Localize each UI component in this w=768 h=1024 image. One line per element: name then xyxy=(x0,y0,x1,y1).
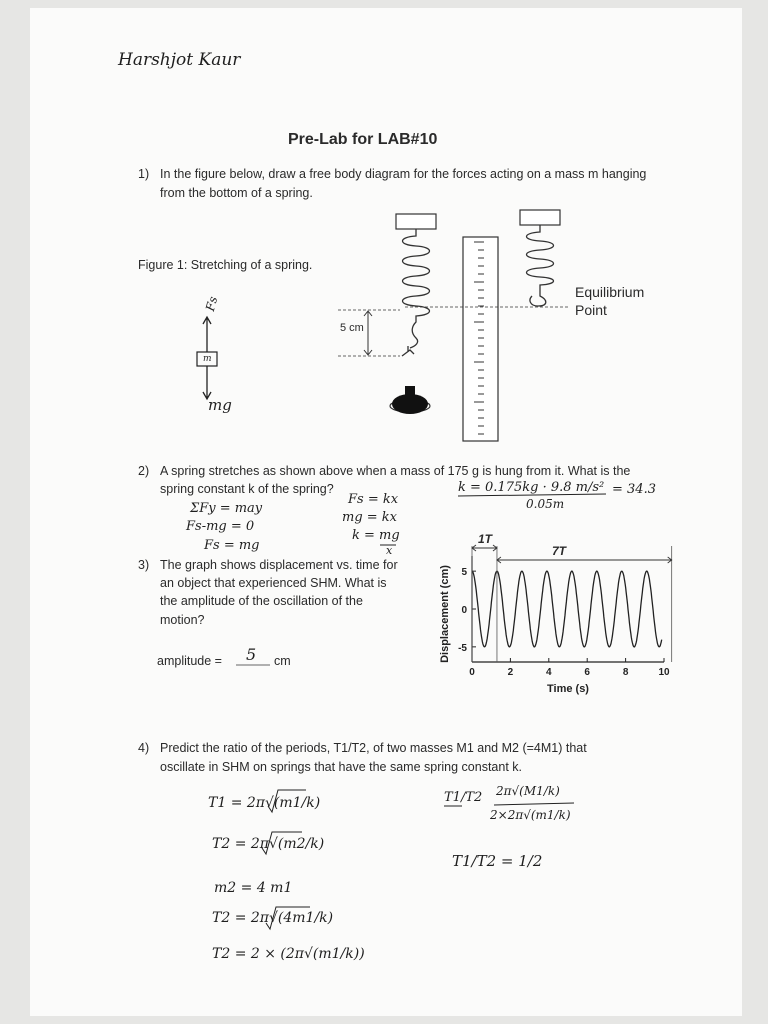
q4-text-line1: Predict the ratio of the periods, T1/T2, of two masses M1 and M2 (=4M1) that xyxy=(160,741,587,755)
q4-t2-sub-radical xyxy=(266,907,310,929)
chart-y-tick-label: 0 xyxy=(461,605,467,616)
left-spring-support xyxy=(396,214,436,229)
q4-ratio-bar xyxy=(494,803,574,805)
shm-chart xyxy=(439,545,672,695)
q2-answer-result: = 34.3 xyxy=(612,482,656,497)
fbd-weight-label: mg xyxy=(208,396,232,414)
q1-number: 1) xyxy=(138,167,150,181)
q4-work-t1: T1 = 2π√(m1/k) xyxy=(208,795,321,811)
fbd-mass-box xyxy=(197,352,217,366)
q2-answer-numerator: k = 0.175kg · 9.8 m/s² xyxy=(458,480,605,495)
q2-work-sum-forces: ΣFy = may xyxy=(190,501,263,516)
student-name: Harshjot Kaur xyxy=(118,50,241,70)
chart-y-tick-label: -5 xyxy=(458,642,467,654)
q2-work-balance: Fs = mg xyxy=(204,538,260,553)
hanging-mass xyxy=(392,394,428,414)
stretch-guide-lines xyxy=(338,310,400,356)
mass-neck xyxy=(405,386,415,396)
q4-text-line2: oscillate in SHM on springs that have the same spring constant k. xyxy=(160,760,522,774)
q4-ratio-lhs: T1/T2 xyxy=(444,790,483,805)
q1-text-line1: In the figure below, draw a free body diagram for the forces acting on a mass m hanging xyxy=(160,167,647,181)
q4-t2-radical xyxy=(262,832,302,854)
q2-answer-fraction-bar xyxy=(458,494,606,496)
equilibrium-label-point: Point xyxy=(575,302,607,318)
q2-work-net-force: Fs-mg = 0 xyxy=(186,519,255,534)
q4-number: 4) xyxy=(138,741,150,755)
chart-x-axis-label: Time (s) xyxy=(547,683,589,695)
q4-work-m2: m2 = 4 m1 xyxy=(214,880,293,896)
fbd-mass-label: m xyxy=(203,354,212,364)
page-title: Pre-Lab for LAB#10 xyxy=(288,131,438,148)
q2-text-line2: spring constant k of the spring? xyxy=(160,482,334,496)
chart-y-tick-label: 5 xyxy=(461,567,467,579)
q4-work-t2: T2 = 2π√(m2/k) xyxy=(212,836,325,852)
equilibrium-label: Equilibrium xyxy=(575,284,645,300)
q3-text-line3: the amplitude of the oscillation of the xyxy=(160,594,363,608)
q2-work-mg-kx: mg = kx xyxy=(342,510,398,525)
fbd-spring-force-label: Fs xyxy=(203,295,221,313)
q2-answer-denominator: 0.05m xyxy=(526,497,565,511)
period-label-1T: 1T xyxy=(478,532,493,546)
q3-text-line1: The graph shows displacement vs. time for xyxy=(160,558,398,572)
q4-t1-radical xyxy=(268,790,306,812)
amplitude-unit: cm xyxy=(274,654,291,668)
chart-x-tick-label: 4 xyxy=(546,667,552,678)
figure-caption: Figure 1: Stretching of a spring. xyxy=(138,258,313,272)
chart-x-tick-label: 0 xyxy=(469,667,475,678)
q4-work-t2-factored: T2 = 2 × (2π√(m1/k)) xyxy=(212,946,365,962)
fbd-spring-force-arrow xyxy=(203,317,211,352)
q2-work-hooke: Fs = kx xyxy=(348,492,399,507)
chart-1T-arrow xyxy=(472,545,497,551)
fbd-weight-arrow xyxy=(203,366,211,399)
stretch-5cm-arrow xyxy=(364,311,372,355)
chart-x-tick-label: 10 xyxy=(658,667,670,678)
left-spring-coil xyxy=(403,229,430,348)
q2-work-k-denominator: x xyxy=(386,544,393,557)
amplitude-value: 5 xyxy=(246,645,257,664)
q4-result: T1/T2 = 1/2 xyxy=(452,852,543,870)
q2-text-line1: A spring stretches as shown above when a mass of 175 g is hung from it. What is the xyxy=(160,464,631,478)
chart-x-tick-label: 2 xyxy=(507,667,514,678)
chart-x-tick-label: 8 xyxy=(622,667,629,678)
q4-work-t2-substituted: T2 = 2π√(4m1/k) xyxy=(212,910,334,926)
q4-ratio-numerator: 2π√(M1/k) xyxy=(496,784,560,798)
q3-text-line2: an object that experienced SHM. What is xyxy=(160,576,387,590)
chart-y-axis-label: Displacement (cm) xyxy=(439,565,451,663)
q2-number: 2) xyxy=(138,464,150,478)
chart-x-tick-label: 6 xyxy=(584,667,590,678)
right-spring-coil xyxy=(527,225,554,306)
chart-displacement-series xyxy=(472,571,662,647)
q4-ratio-denominator: 2×2π√(m1/k) xyxy=(490,808,571,822)
q3-number: 3) xyxy=(138,558,150,572)
stretch-label-5cm: 5 cm xyxy=(340,322,364,334)
amplitude-label: amplitude = xyxy=(157,654,222,668)
q2-work-k-expr: k = mg xyxy=(352,528,400,543)
q1-text-line2: from the bottom of a spring. xyxy=(160,186,313,200)
q3-text-line4: motion? xyxy=(160,613,205,627)
period-label-7T: 7T xyxy=(552,544,567,558)
right-spring-support xyxy=(520,210,560,225)
chart-7T-arrow xyxy=(497,557,672,563)
